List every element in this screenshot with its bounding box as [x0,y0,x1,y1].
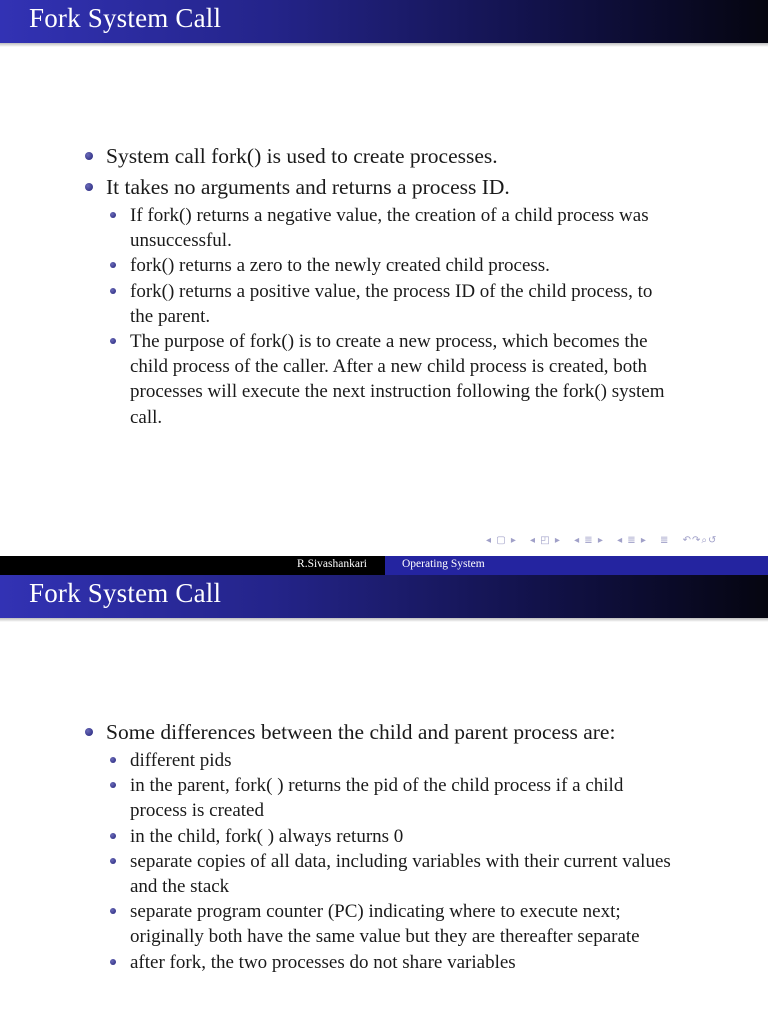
bullet-icon [110,858,116,864]
bullet-icon [85,183,93,191]
bullet-list [83,141,723,430]
list-item [110,824,680,849]
bullet-list [83,717,723,975]
bullet-icon [110,212,116,218]
sub-bullet-list [110,748,680,975]
bullet-icon [85,728,93,736]
list-item [110,849,680,899]
list-item [83,717,723,975]
sub-bullet-text: in the child, fork( ) always returns 0 [130,825,404,847]
bullet-text: Some differences between the child and parent process are: [106,720,616,744]
list-item [110,253,680,278]
bullet-icon [110,959,116,965]
list-item [110,329,680,430]
sub-bullet-text: after fork, the two processes do not share variables [130,951,516,973]
sub-bullet-text: in the parent, fork( ) returns the pid of the child process if a child process is created [130,775,624,822]
nav-subsection-end-icon[interactable]: ◂ ≣ ▸ [617,535,647,546]
footer-left [0,556,385,575]
sub-bullet-text: fork() returns a zero to the newly created child process. [130,255,550,277]
slide-title: Fork System Call [29,578,222,608]
sub-bullet-text: If fork() returns a negative value, the creation of a child process was unsuccessful. [130,205,649,252]
nav-subsection-icon[interactable]: ◂ ◰ ▸ [530,535,561,546]
bullet-icon [110,262,116,268]
slide-title: Fork System Call [29,3,222,33]
navigation-symbols [486,535,726,546]
sub-bullet-list [110,203,680,430]
bullet-icon [110,757,116,763]
list-item [110,748,680,773]
list-item [110,899,680,949]
list-item [110,203,680,253]
list-item [83,172,723,430]
bullet-icon [110,782,116,788]
list-item [83,141,723,172]
sub-bullet-text: The purpose of fork() is to create a new process, which becomes the child process of the caller. After a new child process is created, both processes will execute the next instruction following the fork() system call. [130,331,665,428]
slide-2 [0,575,768,1024]
list-item [110,950,680,975]
list-item [110,773,680,823]
bullet-text: System call fork() is used to create processes. [106,144,498,168]
nav-search-icon[interactable]: ↶↷⌕↺ [682,535,718,546]
title-bar [0,0,768,43]
bullet-icon [110,833,116,839]
nav-outline-icon[interactable]: ≣ [660,535,670,546]
footer [0,556,768,575]
title-bar [0,575,768,618]
nav-frame-icon[interactable]: ◂ ▢ ▸ [486,535,517,546]
footer-course: Operating System [402,558,485,570]
bullet-icon [85,152,93,160]
title-shadow [0,43,768,47]
list-item [110,279,680,329]
sub-bullet-text: separate program counter (PC) indicating where to execute next; originally both have the same value but they are thereafter separate [130,901,640,948]
sub-bullet-text: different pids [130,750,232,771]
sub-bullet-text: fork() returns a positive value, the process ID of the child process, to the parent. [130,280,653,327]
footer-author: R.Sivashankari [297,558,367,570]
bullet-icon [110,288,116,294]
title-shadow [0,618,768,622]
footer-right [385,556,768,575]
sub-bullet-text: separate copies of all data, including variables with their current values and the stack [130,850,671,898]
nav-section-icon[interactable]: ◂ ≣ ▸ [574,535,604,546]
bullet-icon [110,908,116,914]
bullet-icon [110,338,116,344]
bullet-text: It takes no arguments and returns a process ID. [106,175,510,199]
